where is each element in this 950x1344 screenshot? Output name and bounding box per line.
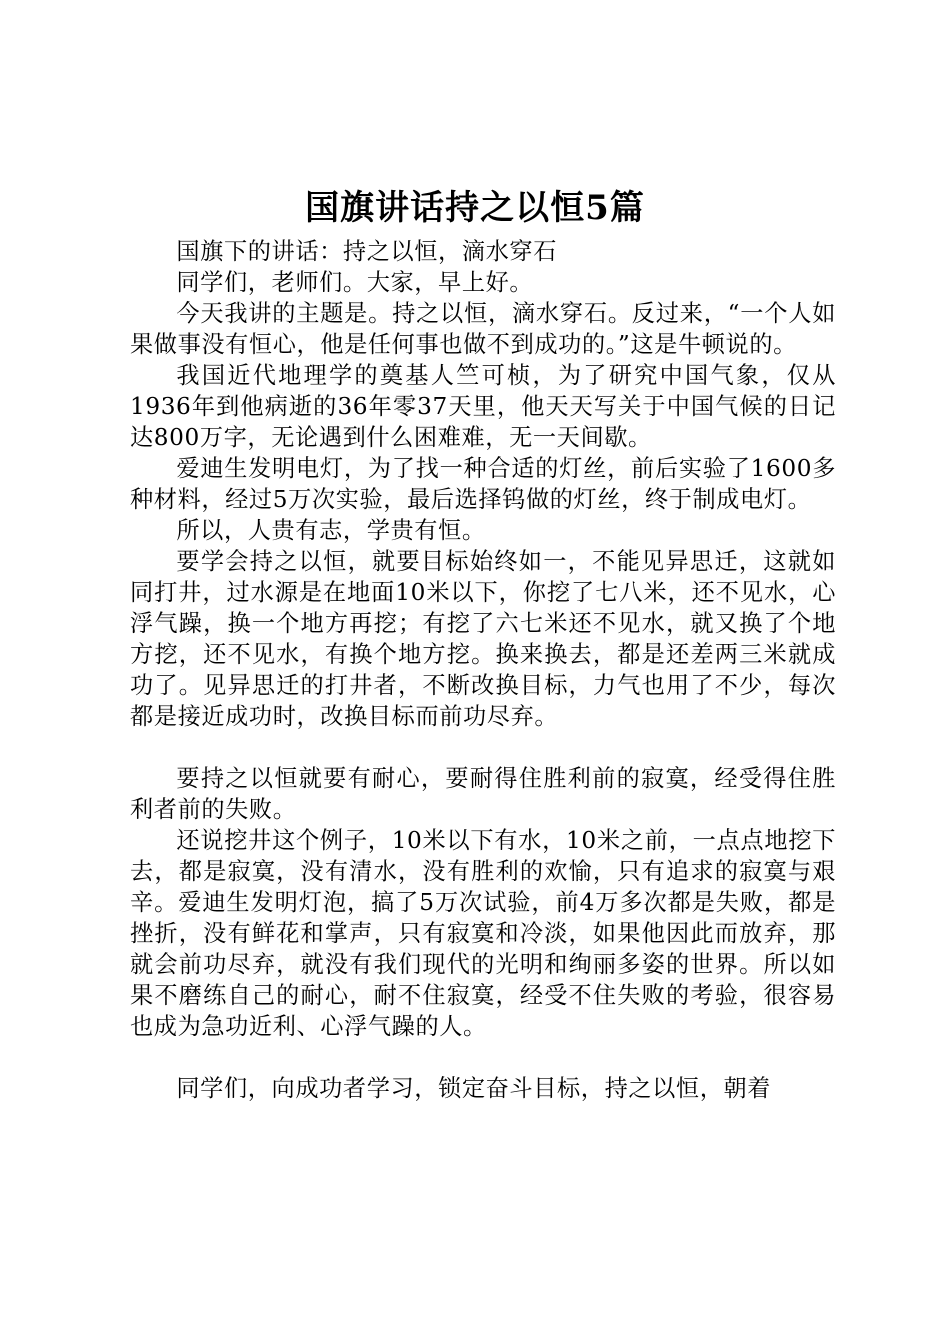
paragraph-edison-lamp: 爱迪生发明电灯，为了找一种合适的灯丝，前后实验了1600多种材料，经过5万次实验，最后选择钨做的灯丝，终于制成电灯。 [130, 455, 836, 513]
paragraph-well-digging: 要学会持之以恒，就要目标始终如一，不能见异思迁，这就如同打井，过水源是在地面10米以下，你挖了七八米，还不见水，心浮气躁，换一个地方再挖；有挖了六七米还不见水，就又换了个地方挖，还不见水，有换个地方挖。换来换去，都是还差两三米就成功了。见异思迁的打井者，不断改换目标，力气也用了不少，每次都是接近成功时，改换目标而前功尽弃。 [130, 548, 836, 730]
paragraph-zhu-kezhen: 我国近代地理学的奠基人竺可桢，为了研究中国气象，仅从1936年到他病逝的36年零37天里，他天天写关于中国气候的日记达800万字，无论遇到什么困难难，无一天间歇。 [130, 362, 836, 451]
paragraph-greeting: 同学们，老师们。大家，早上好。 [176, 269, 534, 296]
document-body [130, 236, 836, 1104]
paragraph-conclusion: 所以，人贵有志，学贵有恒。 [176, 517, 486, 544]
document-title: 国旗讲话持之以恒5篇 [305, 188, 645, 228]
paragraph-well-example: 还说挖井这个例子，10米以下有水，10米之前，一点点地挖下去，都是寂寞，没有清水，没有胜利的欢愉，只有追求的寂寞与艰辛。爱迪生发明灯泡，搞了5万次试验，前4万多次都是失败，都是挫折，没有鲜花和掌声，只有寂寞和冷淡，如果他因此而放弃，那就会前功尽弃，就没有我们现代的光明和绚丽多姿的世界。所以如果不磨练自己的耐心，耐不住寂寞，经受不住失败的考验，很容易也成为急功近利、心浮气躁的人。 [130, 827, 836, 1040]
paragraph-topic: 今天我讲的主题是。持之以恒，滴水穿石。反过来，“一个人如果做事没有恒心，他是任何事也做不到成功的。”这是牛顿说的。 [130, 300, 836, 358]
paragraph-subtitle: 国旗下的讲话：持之以恒，滴水穿石 [176, 238, 557, 265]
paragraph-closing: 同学们，向成功者学习，锁定奋斗目标，持之以恒，朝着 [176, 1075, 772, 1102]
paragraph-patience: 要持之以恒就要有耐心，要耐得住胜利前的寂寞，经受得住胜利者前的失败。 [130, 765, 836, 823]
